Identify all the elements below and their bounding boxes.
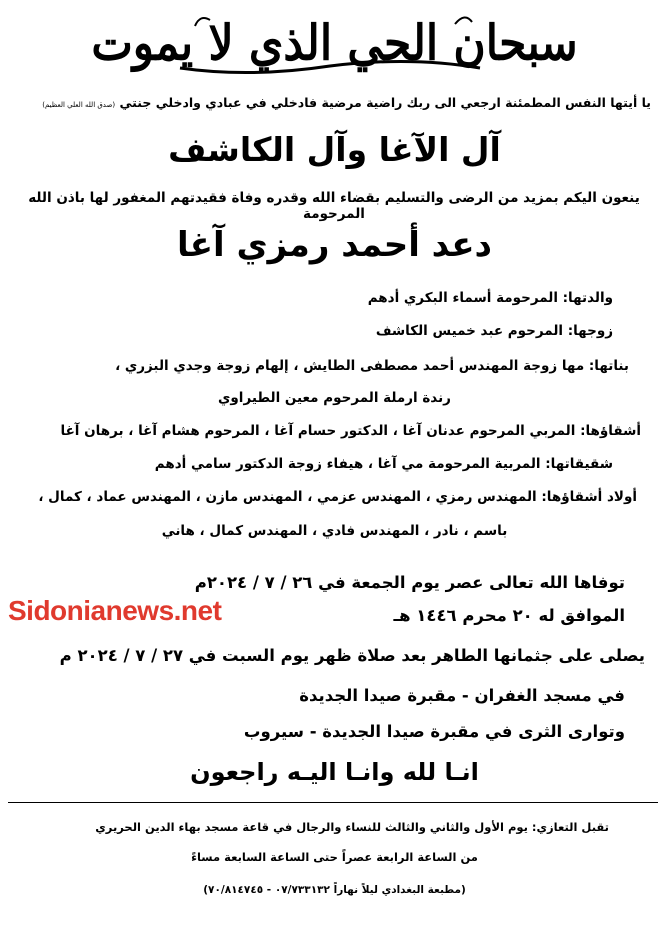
relative-line-husband: زوجها: المرحوم عبد خميس الكاشف — [375, 323, 613, 339]
deceased-name: دعد أحمد رمزي آغا — [177, 225, 492, 265]
quran-verse — [11, 95, 651, 110]
relative-line-sisters: شقيقاتها: المربية المرحومة مي آغا ، هيفاء زوجة الدكتور سامي أدهم — [154, 456, 613, 472]
prayer-info: يصلى على جثمانها الطاهر بعد صلاة ظهر يوم السبت في ٢٧ / ٧ / ٢٠٢٤ م — [59, 646, 645, 665]
watermark-text: Sidonianews.net — [8, 595, 222, 626]
condolences-info: تقبل التعازي: يوم الأول والثاني والثالث للنساء والرجال في قاعة مسجد بهاء الدين الحريري — [95, 820, 609, 834]
burial-location: وتوارى الثرى في مقبرة صيدا الجديدة - سيروب — [243, 722, 625, 741]
family-title: آل الآغا وآل الكاشف — [168, 130, 501, 169]
relative-line-daughters: بناتها: مها زوجة المهندس أحمد مصطفى الطايش ، إلهام زوجة وجدي البزري ، — [115, 358, 629, 374]
relative-line-nephews: أولاد أشقاؤها: المهندس رمزي ، المهندس عزمي ، المهندس مازن ، المهندس عماد ، كمال ، — [38, 489, 637, 505]
relative-line-mother: والدتها: المرحومة أسماء البكري أدهم — [367, 290, 613, 306]
header-calligraphy — [0, 6, 669, 80]
relative-line-daughters-cont: رندة ارملة المرحوم معين الطيراوي — [218, 390, 451, 406]
prayer-location: في مسجد الغفران - مقبرة صيدا الجديدة — [299, 686, 625, 705]
relative-line-nephews-cont: باسم ، نادر ، المهندس فادي ، المهندس كمال ، هاني — [161, 523, 508, 539]
divider-line — [8, 802, 658, 803]
condolences-hours: من الساعة الرابعة عصراً حتى الساعة السابعة مساءً — [191, 850, 478, 864]
calligraphy-text: سبحان الحي الذي لا يموت — [91, 14, 578, 72]
announcement-intro: ينعون اليكم بمزيد من الرضى والتسليم بقضاء الله وقدره وفاة فقيدتهم المغفور لها باذن الله المرحومة — [28, 190, 640, 222]
printer-info: (مطبعة البغدادي ليلاً نهاراً ٠٧/٧٣٣١٣٢ - ٧٠/٨١٤٧٤٥) — [203, 884, 466, 896]
closing-verse: انـا لله وانـا اليـه راجعون — [190, 758, 479, 786]
relative-line-brothers: أشقاؤها: المربي المرحوم عدنان آغا ، الدكتور حسام آغا ، المرحوم هشام آغا ، برهان آغا — [60, 423, 641, 439]
verse-source: (صدق الله العلي العظيم) — [42, 101, 116, 109]
verse-text: يا أيتها النفس المطمئنة ارجعي الى ربك راضية مرضية فادخلي في عبادي وادخلي جنتي — [119, 95, 651, 110]
hijri-date: الموافق له ٢٠ محرم ١٤٤٦ هـ — [393, 606, 625, 625]
death-date: توفاها الله تعالى عصر يوم الجمعة في ٢٦ / ٧ / ٢٠٢٤م — [194, 573, 625, 592]
